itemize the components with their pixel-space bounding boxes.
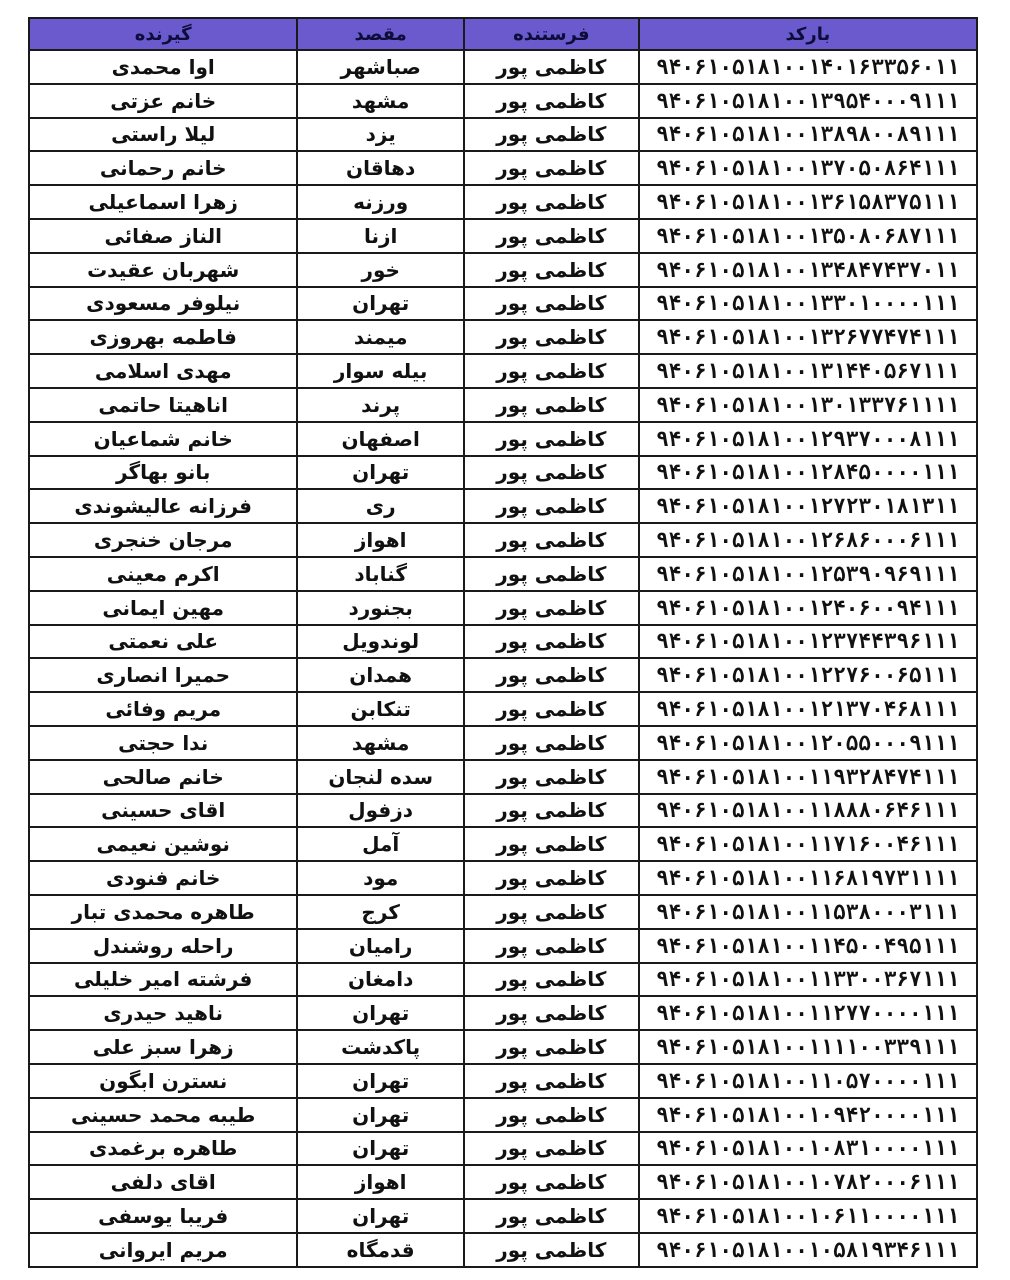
sender-cell: کاظمی پور xyxy=(464,354,639,388)
receiver-cell: اکرم معینی xyxy=(29,557,297,591)
barcode-cell: ۹۴۰۶۱۰۵۱۸۱۰۰۱۱۳۳۰۰۳۶۷۱۱۱ xyxy=(639,963,977,997)
table-row xyxy=(29,320,977,354)
sender-cell: کاظمی پور xyxy=(464,726,639,760)
destination-cell: همدان xyxy=(297,658,464,692)
destination-cell: قدمگاه xyxy=(297,1233,464,1267)
table-row xyxy=(29,287,977,321)
barcode-cell: ۹۴۰۶۱۰۵۱۸۱۰۰۱۳۶۱۵۸۳۷۵۱۱۱ xyxy=(639,185,977,219)
sender-cell: کاظمی پور xyxy=(464,1098,639,1132)
sender-cell: کاظمی پور xyxy=(464,1199,639,1233)
destination-cell: ورزنه xyxy=(297,185,464,219)
destination-cell: تهران xyxy=(297,1064,464,1098)
destination-cell: لوندویل xyxy=(297,625,464,659)
receiver-cell: ناهید حیدری xyxy=(29,996,297,1030)
sender-cell: کاظمی پور xyxy=(464,1165,639,1199)
table-row xyxy=(29,557,977,591)
receiver-cell: فریبا یوسفی xyxy=(29,1199,297,1233)
receiver-cell: خانم رحمانی xyxy=(29,151,297,185)
sender-cell: کاظمی پور xyxy=(464,287,639,321)
table-row xyxy=(29,760,977,794)
barcode-cell: ۹۴۰۶۱۰۵۱۸۱۰۰۱۳۸۹۸۰۰۸۹۱۱۱ xyxy=(639,118,977,152)
table-row xyxy=(29,963,977,997)
barcode-cell: ۹۴۰۶۱۰۵۱۸۱۰۰۱۲۳۷۴۴۳۹۶۱۱۱ xyxy=(639,625,977,659)
table-row xyxy=(29,84,977,118)
sender-cell: کاظمی پور xyxy=(464,1132,639,1166)
sender-cell: کاظمی پور xyxy=(464,185,639,219)
header-barcode: بارکد xyxy=(639,18,977,50)
destination-cell: ری xyxy=(297,489,464,523)
sender-cell: کاظمی پور xyxy=(464,219,639,253)
receiver-cell: مهدی اسلامی xyxy=(29,354,297,388)
barcode-cell: ۹۴۰۶۱۰۵۱۸۱۰۰۱۰۶۱۱۰۰۰۰۱۱۱ xyxy=(639,1199,977,1233)
receiver-cell: طاهره برغمدی xyxy=(29,1132,297,1166)
destination-cell: آمل xyxy=(297,827,464,861)
receiver-cell: شهربان عقیدت xyxy=(29,253,297,287)
destination-cell: دزفول xyxy=(297,794,464,828)
receiver-cell: نسترن ابگون xyxy=(29,1064,297,1098)
table-row xyxy=(29,1132,977,1166)
destination-cell: اصفهان xyxy=(297,422,464,456)
receiver-cell: علی نعمتی xyxy=(29,625,297,659)
barcode-cell: ۹۴۰۶۱۰۵۱۸۱۰۰۱۴۰۱۶۳۳۵۶۰۱۱ xyxy=(639,50,977,84)
destination-cell: یزد xyxy=(297,118,464,152)
destination-cell: مشهد xyxy=(297,84,464,118)
header-destination: مقصد xyxy=(297,18,464,50)
receiver-cell: اناهیتا حاتمی xyxy=(29,388,297,422)
sender-cell: کاظمی پور xyxy=(464,320,639,354)
receiver-cell: مرجان خنجری xyxy=(29,523,297,557)
receiver-cell: طیبه محمد حسینی xyxy=(29,1098,297,1132)
receiver-cell: نیلوفر مسعودی xyxy=(29,287,297,321)
barcode-cell: ۹۴۰۶۱۰۵۱۸۱۰۰۱۱۰۵۷۰۰۰۰۱۱۱ xyxy=(639,1064,977,1098)
sender-cell: کاظمی پور xyxy=(464,1233,639,1267)
destination-cell: تهران xyxy=(297,1098,464,1132)
destination-cell: مشهد xyxy=(297,726,464,760)
sender-cell: کاظمی پور xyxy=(464,388,639,422)
destination-cell: تهران xyxy=(297,287,464,321)
receiver-cell: ندا حجتی xyxy=(29,726,297,760)
barcode-cell: ۹۴۰۶۱۰۵۱۸۱۰۰۱۲۴۰۶۰۰۹۴۱۱۱ xyxy=(639,591,977,625)
destination-cell: تهران xyxy=(297,1132,464,1166)
table-row xyxy=(29,1098,977,1132)
table-row xyxy=(29,794,977,828)
table-row xyxy=(29,726,977,760)
barcode-cell: ۹۴۰۶۱۰۵۱۸۱۰۰۱۳۷۰۵۰۸۶۴۱۱۱ xyxy=(639,151,977,185)
receiver-cell: خانم صالحی xyxy=(29,760,297,794)
table-row xyxy=(29,219,977,253)
sender-cell: کاظمی پور xyxy=(464,929,639,963)
barcode-cell: ۹۴۰۶۱۰۵۱۸۱۰۰۱۳۰۱۳۳۷۶۱۱۱۱ xyxy=(639,388,977,422)
sender-cell: کاظمی پور xyxy=(464,422,639,456)
destination-cell: تهران xyxy=(297,1199,464,1233)
table-row xyxy=(29,456,977,490)
barcode-cell: ۹۴۰۶۱۰۵۱۸۱۰۰۱۱۱۱۰۰۳۳۹۱۱۱ xyxy=(639,1030,977,1064)
sender-cell: کاظمی پور xyxy=(464,861,639,895)
table-row xyxy=(29,996,977,1030)
destination-cell: تنکابن xyxy=(297,692,464,726)
sender-cell: کاظمی پور xyxy=(464,963,639,997)
table-row xyxy=(29,1030,977,1064)
sender-cell: کاظمی پور xyxy=(464,489,639,523)
barcode-cell: ۹۴۰۶۱۰۵۱۸۱۰۰۱۱۷۱۶۰۰۴۶۱۱۱ xyxy=(639,827,977,861)
barcode-cell: ۹۴۰۶۱۰۵۱۸۱۰۰۱۳۵۰۸۰۶۸۷۱۱۱ xyxy=(639,219,977,253)
sender-cell: کاظمی پور xyxy=(464,84,639,118)
barcode-cell: ۹۴۰۶۱۰۵۱۸۱۰۰۱۱۵۳۸۰۰۰۳۱۱۱ xyxy=(639,895,977,929)
header-receiver: گیرنده xyxy=(29,18,297,50)
receiver-cell: زهرا اسماعیلی xyxy=(29,185,297,219)
receiver-cell: بانو بهاگر xyxy=(29,456,297,490)
barcode-cell: ۹۴۰۶۱۰۵۱۸۱۰۰۱۱۶۸۱۹۷۳۱۱۱۱ xyxy=(639,861,977,895)
barcode-cell: ۹۴۰۶۱۰۵۱۸۱۰۰۱۰۵۸۱۹۳۴۶۱۱۱ xyxy=(639,1233,977,1267)
table-row xyxy=(29,422,977,456)
receiver-cell: مریم وفائی xyxy=(29,692,297,726)
sender-cell: کاظمی پور xyxy=(464,658,639,692)
table-row xyxy=(29,185,977,219)
table-row xyxy=(29,861,977,895)
destination-cell: پاکدشت xyxy=(297,1030,464,1064)
sender-cell: کاظمی پور xyxy=(464,253,639,287)
table-row xyxy=(29,388,977,422)
table-row xyxy=(29,1165,977,1199)
receiver-cell: خانم فنودی xyxy=(29,861,297,895)
barcode-cell: ۹۴۰۶۱۰۵۱۸۱۰۰۱۲۱۳۷۰۴۶۸۱۱۱ xyxy=(639,692,977,726)
barcode-cell: ۹۴۰۶۱۰۵۱۸۱۰۰۱۲۰۵۵۰۰۰۹۱۱۱ xyxy=(639,726,977,760)
destination-cell: بجنورد xyxy=(297,591,464,625)
table-row xyxy=(29,929,977,963)
table-row xyxy=(29,118,977,152)
receiver-cell: نوشین نعیمی xyxy=(29,827,297,861)
receiver-cell: اوا محمدی xyxy=(29,50,297,84)
destination-cell: کرج xyxy=(297,895,464,929)
barcode-cell: ۹۴۰۶۱۰۵۱۸۱۰۰۱۲۵۳۹۰۹۶۹۱۱۱ xyxy=(639,557,977,591)
table-body xyxy=(29,50,977,1267)
destination-cell: پرند xyxy=(297,388,464,422)
table-row xyxy=(29,1064,977,1098)
header-sender: فرستنده xyxy=(464,18,639,50)
barcode-cell: ۹۴۰۶۱۰۵۱۸۱۰۰۱۱۸۸۸۰۶۴۶۱۱۱ xyxy=(639,794,977,828)
receiver-cell: راحله روشندل xyxy=(29,929,297,963)
destination-cell: اهواز xyxy=(297,1165,464,1199)
receiver-cell: اقای حسینی xyxy=(29,794,297,828)
receiver-cell: زهرا سبز علی xyxy=(29,1030,297,1064)
barcode-cell: ۹۴۰۶۱۰۵۱۸۱۰۰۱۳۹۵۴۰۰۰۹۱۱۱ xyxy=(639,84,977,118)
table-row xyxy=(29,1199,977,1233)
table-row xyxy=(29,658,977,692)
receiver-cell: طاهره محمدی تبار xyxy=(29,895,297,929)
barcode-cell: ۹۴۰۶۱۰۵۱۸۱۰۰۱۲۷۲۳۰۱۸۱۳۱۱ xyxy=(639,489,977,523)
table-row xyxy=(29,1233,977,1267)
destination-cell: تهران xyxy=(297,456,464,490)
receiver-cell: فرشته امیر خلیلی xyxy=(29,963,297,997)
destination-cell: مود xyxy=(297,861,464,895)
destination-cell: گناباد xyxy=(297,557,464,591)
sender-cell: کاظمی پور xyxy=(464,760,639,794)
barcode-cell: ۹۴۰۶۱۰۵۱۸۱۰۰۱۰۷۸۲۰۰۰۶۱۱۱ xyxy=(639,1165,977,1199)
receiver-cell: مریم ایروانی xyxy=(29,1233,297,1267)
receiver-cell: حمیرا انصاری xyxy=(29,658,297,692)
table-row xyxy=(29,523,977,557)
destination-cell: میمند xyxy=(297,320,464,354)
destination-cell: تهران xyxy=(297,996,464,1030)
barcode-cell: ۹۴۰۶۱۰۵۱۸۱۰۰۱۳۱۴۴۰۵۶۷۱۱۱ xyxy=(639,354,977,388)
barcode-cell: ۹۴۰۶۱۰۵۱۸۱۰۰۱۳۳۰۱۰۰۰۰۱۱۱ xyxy=(639,287,977,321)
receiver-cell: لیلا راستی xyxy=(29,118,297,152)
sender-cell: کاظمی پور xyxy=(464,557,639,591)
table-row xyxy=(29,151,977,185)
sender-cell: کاظمی پور xyxy=(464,118,639,152)
sender-cell: کاظمی پور xyxy=(464,591,639,625)
destination-cell: خور xyxy=(297,253,464,287)
sender-cell: کاظمی پور xyxy=(464,456,639,490)
sender-cell: کاظمی پور xyxy=(464,625,639,659)
barcode-cell: ۹۴۰۶۱۰۵۱۸۱۰۰۱۲۹۳۷۰۰۰۸۱۱۱ xyxy=(639,422,977,456)
receiver-cell: خانم عزتی xyxy=(29,84,297,118)
barcode-cell: ۹۴۰۶۱۰۵۱۸۱۰۰۱۳۴۸۴۷۴۳۷۰۱۱ xyxy=(639,253,977,287)
receiver-cell: فاطمه بهروزی xyxy=(29,320,297,354)
header-row xyxy=(29,18,977,50)
destination-cell: صباشهر xyxy=(297,50,464,84)
table-row xyxy=(29,625,977,659)
barcode-cell: ۹۴۰۶۱۰۵۱۸۱۰۰۱۳۲۶۷۷۴۷۴۱۱۱ xyxy=(639,320,977,354)
destination-cell: ازنا xyxy=(297,219,464,253)
sender-cell: کاظمی پور xyxy=(464,50,639,84)
receiver-cell: مهین ایمانی xyxy=(29,591,297,625)
sender-cell: کاظمی پور xyxy=(464,1030,639,1064)
destination-cell: دهاقان xyxy=(297,151,464,185)
barcode-cell: ۹۴۰۶۱۰۵۱۸۱۰۰۱۲۶۸۶۰۰۰۶۱۱۱ xyxy=(639,523,977,557)
table-row xyxy=(29,591,977,625)
receiver-cell: خانم شماعیان xyxy=(29,422,297,456)
receiver-cell: فرزانه عالیشوندی xyxy=(29,489,297,523)
destination-cell: اهواز xyxy=(297,523,464,557)
barcode-cell: ۹۴۰۶۱۰۵۱۸۱۰۰۱۱۹۳۲۸۴۷۴۱۱۱ xyxy=(639,760,977,794)
destination-cell: دامغان xyxy=(297,963,464,997)
table-row xyxy=(29,354,977,388)
table-row xyxy=(29,50,977,84)
barcode-cell: ۹۴۰۶۱۰۵۱۸۱۰۰۱۱۲۷۷۰۰۰۰۱۱۱ xyxy=(639,996,977,1030)
sender-cell: کاظمی پور xyxy=(464,1064,639,1098)
sender-cell: کاظمی پور xyxy=(464,794,639,828)
receiver-cell: اقای دلفی xyxy=(29,1165,297,1199)
sender-cell: کاظمی پور xyxy=(464,827,639,861)
barcode-cell: ۹۴۰۶۱۰۵۱۸۱۰۰۱۲۸۴۵۰۰۰۰۱۱۱ xyxy=(639,456,977,490)
sender-cell: کاظمی پور xyxy=(464,996,639,1030)
table-row xyxy=(29,895,977,929)
table-row xyxy=(29,827,977,861)
sender-cell: کاظمی پور xyxy=(464,692,639,726)
sender-cell: کاظمی پور xyxy=(464,523,639,557)
destination-cell: سده لنجان xyxy=(297,760,464,794)
barcode-cell: ۹۴۰۶۱۰۵۱۸۱۰۰۱۲۲۷۶۰۰۶۵۱۱۱ xyxy=(639,658,977,692)
shipment-table xyxy=(28,17,978,1268)
table-row xyxy=(29,253,977,287)
receiver-cell: الناز صفائی xyxy=(29,219,297,253)
destination-cell: بیله سوار xyxy=(297,354,464,388)
destination-cell: رامیان xyxy=(297,929,464,963)
barcode-cell: ۹۴۰۶۱۰۵۱۸۱۰۰۱۰۹۴۲۰۰۰۰۱۱۱ xyxy=(639,1098,977,1132)
table-row xyxy=(29,489,977,523)
table-row xyxy=(29,692,977,726)
barcode-cell: ۹۴۰۶۱۰۵۱۸۱۰۰۱۱۴۵۰۰۴۹۵۱۱۱ xyxy=(639,929,977,963)
sender-cell: کاظمی پور xyxy=(464,895,639,929)
barcode-cell: ۹۴۰۶۱۰۵۱۸۱۰۰۱۰۸۳۱۰۰۰۰۱۱۱ xyxy=(639,1132,977,1166)
sender-cell: کاظمی پور xyxy=(464,151,639,185)
